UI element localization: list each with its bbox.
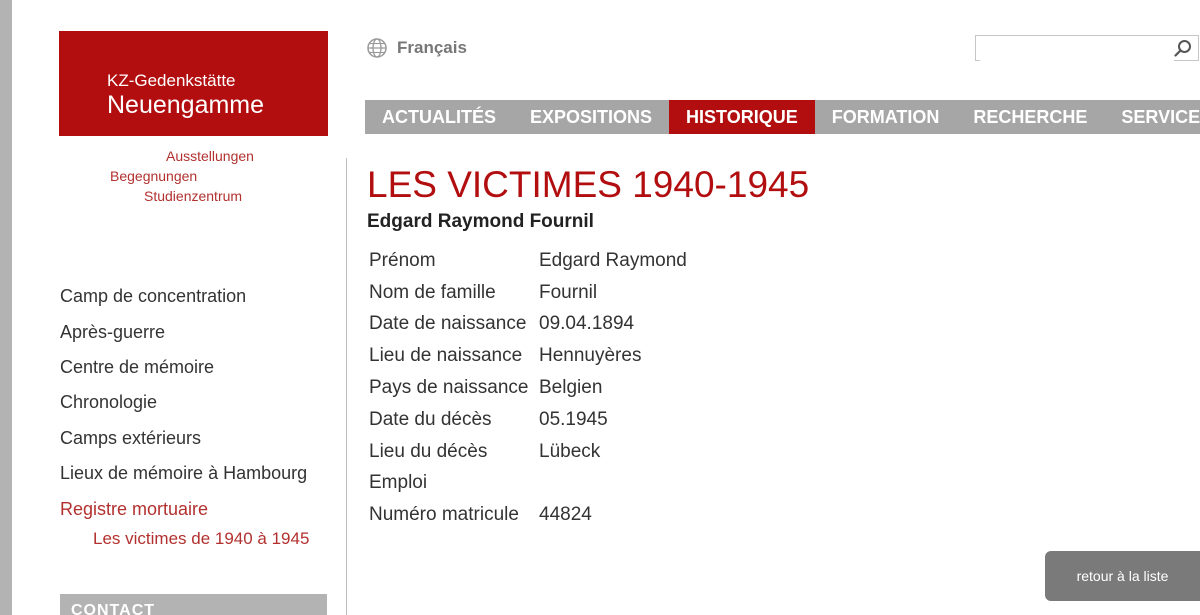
detail-row <box>369 309 687 341</box>
detail-row <box>369 372 687 404</box>
tab-recherche[interactable]: RECHERCHE <box>973 107 1088 127</box>
detail-value <box>539 468 687 500</box>
detail-value: Hennuyères <box>539 345 642 367</box>
language-label: Français <box>397 38 467 57</box>
person-name: Edgard Raymond Fournil <box>367 211 594 232</box>
language-switch[interactable] <box>367 38 467 58</box>
sidebar-divider <box>346 158 347 615</box>
side-nav-camp[interactable]: Camp de concentration <box>60 286 247 306</box>
main-nav <box>365 100 1200 134</box>
side-nav-centre[interactable]: Centre de mémoire <box>60 357 215 377</box>
tab-historique[interactable]: HISTORIQUE <box>669 100 815 134</box>
side-nav-chronologie[interactable]: Chronologie <box>60 392 158 412</box>
link-begegnungen[interactable]: Begegnungen <box>110 168 198 184</box>
detail-value: 05.1945 <box>539 408 608 430</box>
side-nav-registre[interactable]: Registre mortuaire <box>60 499 209 519</box>
side-nav-lieux[interactable]: Lieux de mémoire à Hambourg <box>60 463 308 483</box>
details-table <box>369 245 687 531</box>
detail-row <box>369 404 687 436</box>
site-logo[interactable] <box>59 31 328 136</box>
back-to-list-button[interactable]: retour à la liste <box>1045 551 1200 601</box>
search-icon[interactable] <box>1174 39 1192 57</box>
side-nav-victimes[interactable]: Les victimes de 1940 à 1945 <box>93 529 310 548</box>
link-studienzentrum[interactable]: Studienzentrum <box>144 188 243 204</box>
detail-label: Date de naissance <box>369 313 527 335</box>
detail-label: Date du décès <box>369 408 492 430</box>
detail-row <box>369 277 687 309</box>
detail-row <box>369 468 687 500</box>
detail-value: 44824 <box>539 504 592 526</box>
logo-line1: KZ-Gedenkstätte <box>107 71 236 90</box>
detail-value: Belgien <box>539 377 603 399</box>
logo-line2: Neuengamme <box>107 91 265 119</box>
tab-formation[interactable]: FORMATION <box>831 107 940 127</box>
detail-value: Edgard Raymond <box>539 249 687 271</box>
detail-value: 09.04.1894 <box>539 313 635 335</box>
left-gray-strip <box>0 0 12 615</box>
contact-box: CONTACT <box>60 594 327 615</box>
search-box <box>975 35 1199 61</box>
detail-label: Pays de naissance <box>369 377 529 399</box>
detail-label: Nom de famille <box>369 281 496 303</box>
tab-service[interactable]: SERVICE <box>1121 107 1200 127</box>
link-ausstellungen[interactable]: Ausstellungen <box>166 148 254 164</box>
globe-icon <box>367 38 387 58</box>
detail-label: Emploi <box>369 472 428 494</box>
detail-row <box>369 245 687 277</box>
tab-actualites[interactable]: ACTUALITÉS <box>382 107 496 127</box>
detail-value: Fournil <box>539 281 598 303</box>
tab-expositions[interactable]: EXPOSITIONS <box>530 107 653 127</box>
detail-label: Numéro matricule <box>369 504 519 526</box>
search-input[interactable] <box>980 37 1174 61</box>
side-nav-camps-exterieurs[interactable]: Camps extérieurs <box>60 428 202 448</box>
detail-label: Lieu de naissance <box>369 345 523 367</box>
side-nav-apres-guerre[interactable]: Après-guerre <box>60 322 166 342</box>
detail-row <box>369 436 687 468</box>
detail-row <box>369 340 687 372</box>
detail-label: Prénom <box>369 249 436 271</box>
detail-value: Lübeck <box>539 440 601 462</box>
detail-label: Lieu du décès <box>369 440 488 462</box>
detail-row <box>369 499 687 531</box>
page-title: LES VICTIMES 1940-1945 <box>367 164 810 205</box>
